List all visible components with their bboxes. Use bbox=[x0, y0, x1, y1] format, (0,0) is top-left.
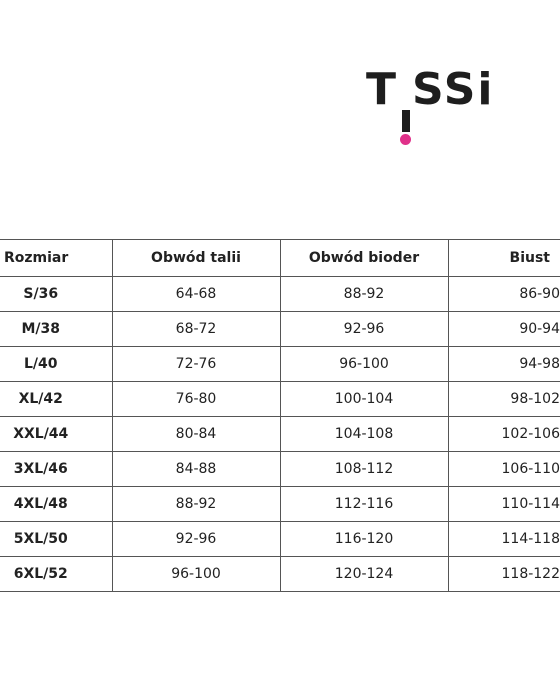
table-row bbox=[0, 347, 560, 382]
table-row bbox=[0, 417, 560, 452]
waist-cell: 64-68 bbox=[112, 277, 280, 312]
waist-cell: 88-92 bbox=[112, 487, 280, 522]
header-size: Rozmiar bbox=[0, 240, 112, 277]
waist-cell: 72-76 bbox=[112, 347, 280, 382]
logo-letters-ssi: SSi bbox=[412, 64, 495, 115]
hips-cell: 116-120 bbox=[280, 522, 448, 557]
header-waist: Obwód talii bbox=[112, 240, 280, 277]
waist-cell: 84-88 bbox=[112, 452, 280, 487]
logo-letter-t: T bbox=[366, 64, 399, 115]
bust-cell: 106-110 bbox=[448, 452, 560, 487]
waist-cell: 92-96 bbox=[112, 522, 280, 557]
bust-cell: 86-90 bbox=[448, 277, 560, 312]
size-cell: 3XL/46 bbox=[0, 452, 112, 487]
bust-cell: 110-114 bbox=[448, 487, 560, 522]
hips-cell: 120-124 bbox=[280, 557, 448, 592]
size-cell: 6XL/52 bbox=[0, 557, 112, 592]
size-cell: M/38 bbox=[0, 312, 112, 347]
table-row bbox=[0, 557, 560, 592]
table-row bbox=[0, 487, 560, 522]
brand-logo bbox=[366, 66, 526, 114]
hips-cell: 92-96 bbox=[280, 312, 448, 347]
bust-cell: 90-94 bbox=[448, 312, 560, 347]
table-row bbox=[0, 522, 560, 557]
hips-cell: 88-92 bbox=[280, 277, 448, 312]
table-row bbox=[0, 382, 560, 417]
hips-cell: 108-112 bbox=[280, 452, 448, 487]
size-cell: S/36 bbox=[0, 277, 112, 312]
size-cell: XL/42 bbox=[0, 382, 112, 417]
bust-cell: 102-106 bbox=[448, 417, 560, 452]
bust-cell: 118-122 bbox=[448, 557, 560, 592]
waist-cell: 76-80 bbox=[112, 382, 280, 417]
bust-cell: 98-102 bbox=[448, 382, 560, 417]
table-row bbox=[0, 452, 560, 487]
table-row bbox=[0, 277, 560, 312]
hips-cell: 112-116 bbox=[280, 487, 448, 522]
size-cell: 5XL/50 bbox=[0, 522, 112, 557]
waist-cell: 96-100 bbox=[112, 557, 280, 592]
header-bust: Biust bbox=[448, 240, 560, 277]
hips-cell: 100-104 bbox=[280, 382, 448, 417]
size-cell: L/40 bbox=[0, 347, 112, 382]
bust-cell: 94-98 bbox=[448, 347, 560, 382]
hips-cell: 104-108 bbox=[280, 417, 448, 452]
table-row bbox=[0, 312, 560, 347]
table-header-row bbox=[0, 240, 560, 277]
hips-cell: 96-100 bbox=[280, 347, 448, 382]
size-cell: XXL/44 bbox=[0, 417, 112, 452]
header-hips: Obwód bioder bbox=[280, 240, 448, 277]
bust-cell: 114-118 bbox=[448, 522, 560, 557]
waist-cell: 68-72 bbox=[112, 312, 280, 347]
size-cell: 4XL/48 bbox=[0, 487, 112, 522]
size-chart-table bbox=[0, 239, 560, 592]
waist-cell: 80-84 bbox=[112, 417, 280, 452]
